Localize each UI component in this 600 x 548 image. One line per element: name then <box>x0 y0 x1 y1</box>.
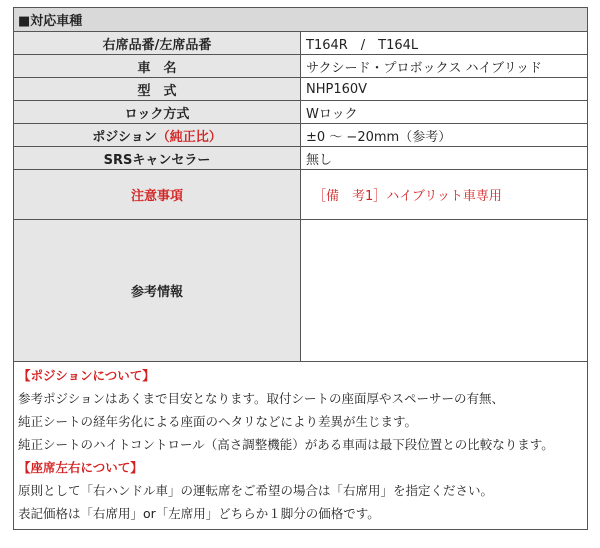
position-note-line: 参考ポジションはあくまで目安となります。取付シートの座面厚やスペーサーの有無、 <box>18 391 504 406</box>
position-notes-heading: 【ポジションについて】 <box>18 368 155 383</box>
row-model-code <box>14 78 588 101</box>
vehicle-name-value: サクシード・プロボックス ハイブリッド <box>301 55 588 78</box>
part-number-value: T164R / T164L <box>301 32 588 55</box>
vehicle-name-label: 車 名 <box>14 55 301 78</box>
table-title: ■対応車種 <box>14 8 588 32</box>
reference-value <box>301 220 588 362</box>
lock-type-label: ロック方式 <box>14 101 301 124</box>
row-reference <box>14 220 588 362</box>
model-code-value: NHP160V <box>301 78 588 101</box>
row-part-number <box>14 32 588 55</box>
row-lock-type <box>14 101 588 124</box>
seat-notes-heading: 【座席左右について】 <box>18 460 143 475</box>
row-caution <box>14 170 588 220</box>
row-srs-canceller <box>14 147 588 170</box>
notes-cell <box>14 362 588 530</box>
position-label <box>14 124 301 147</box>
seat-note-line: 原則として「右ハンドル車」の運転席をご希望の場合は「右席用」を指定ください。 <box>18 483 494 498</box>
row-vehicle-name <box>14 55 588 78</box>
row-position <box>14 124 588 147</box>
position-note-line: 純正シートの経年劣化による座面のヘタリなどにより差異が生じます。 <box>18 414 418 429</box>
position-note-line: 純正シートのハイトコントロール（高さ調整機能）がある車両は最下段位置との比較なります。 <box>18 437 554 452</box>
position-label-main: ポジション <box>92 129 157 145</box>
part-number-label: 右席品番/左席品番 <box>14 32 301 55</box>
table-header-row <box>14 8 588 32</box>
row-notes <box>14 362 588 530</box>
caution-value: ［備 考1］ハイブリット車専用 <box>301 170 588 220</box>
model-code-label: 型 式 <box>14 78 301 101</box>
position-value: ±0 ～ −20mm（参考） <box>301 124 588 147</box>
position-label-red: （純正比） <box>156 129 222 145</box>
seat-note-line: 表記価格は「右席用」or「左席用」どちらか１脚分の価格です。 <box>18 506 380 521</box>
caution-label: 注意事項 <box>14 170 301 220</box>
lock-type-value: Wロック <box>301 101 588 124</box>
vehicle-spec-table <box>13 7 588 530</box>
srs-canceller-value: 無し <box>301 147 588 170</box>
reference-label: 参考情報 <box>14 220 301 362</box>
srs-canceller-label: SRSキャンセラー <box>14 147 301 170</box>
